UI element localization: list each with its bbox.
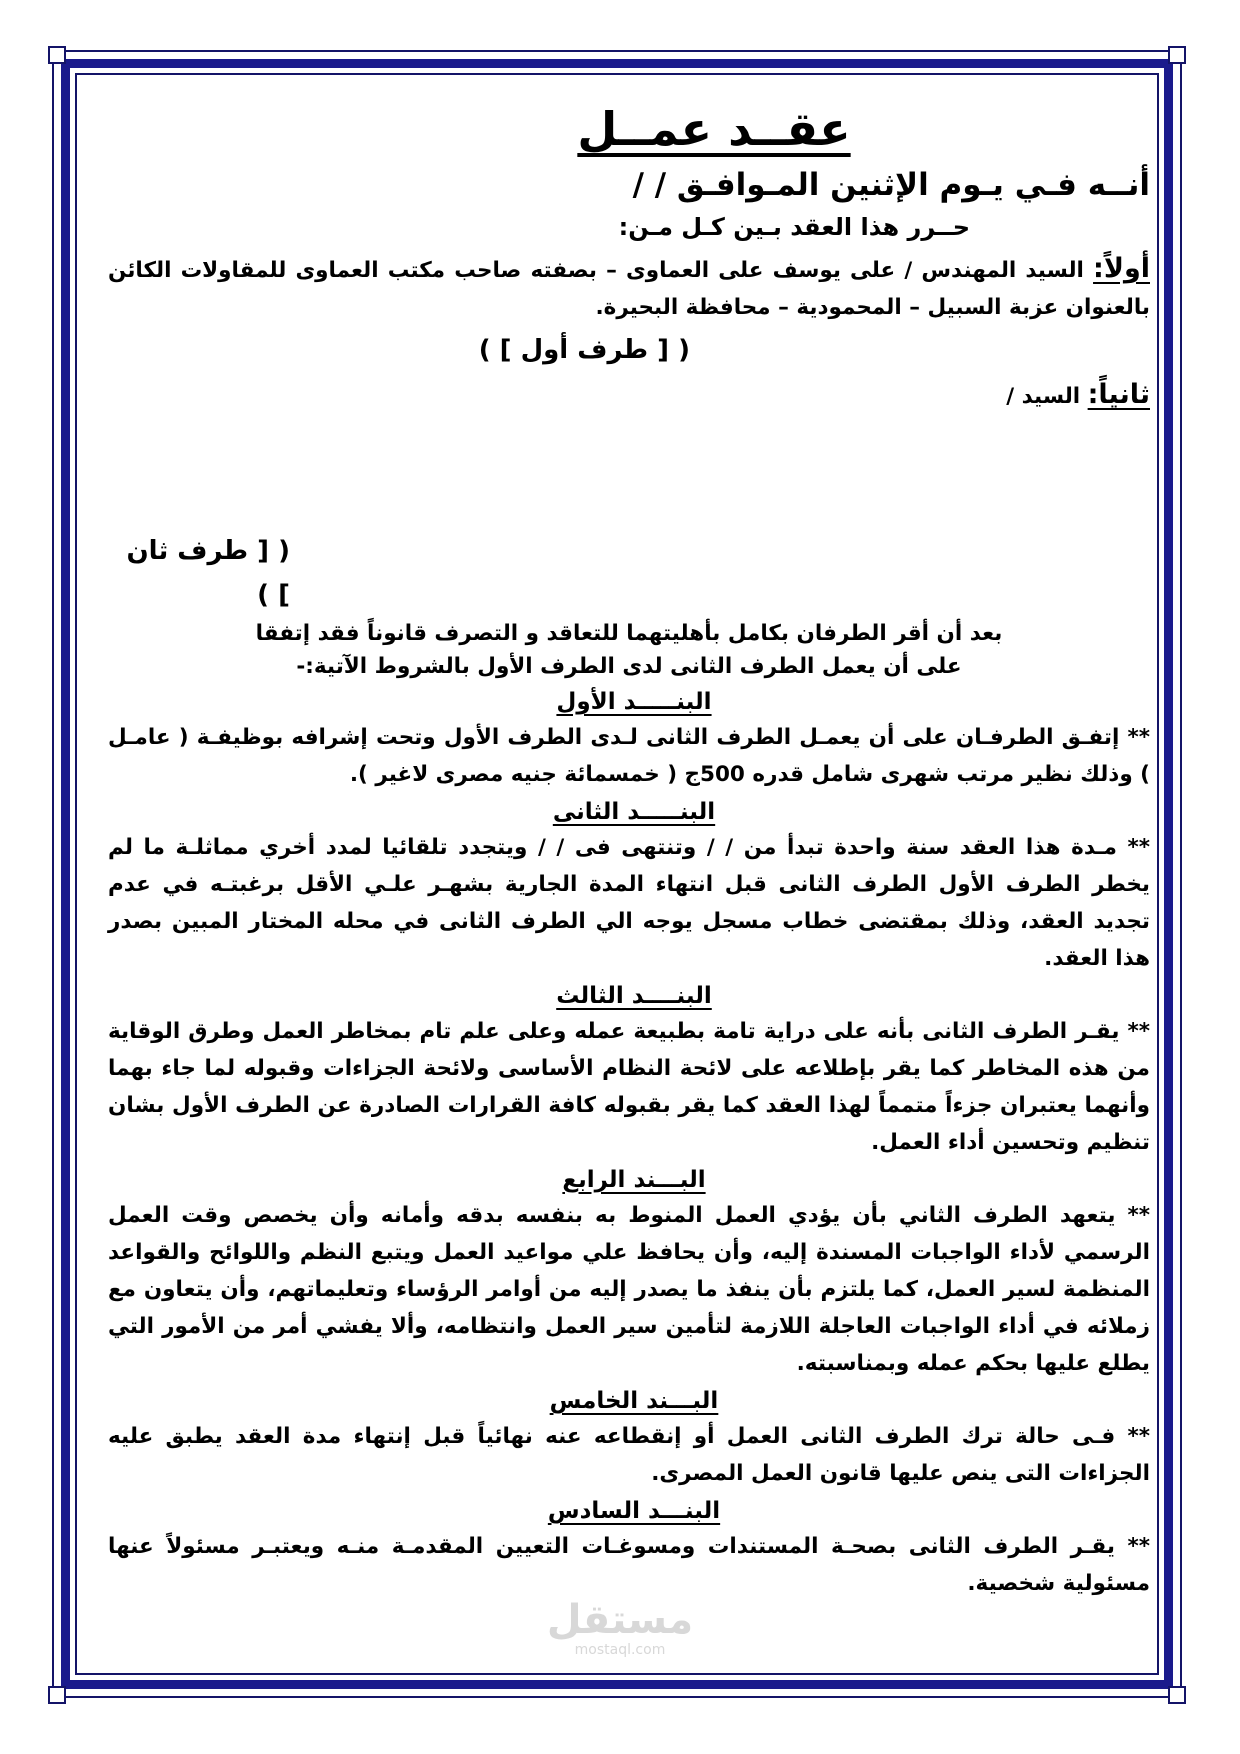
clause-3-heading: البنــــد الثالث (556, 983, 712, 1009)
preamble-line-1: بعد أن أقر الطرفان بكامل بأهليتهما للتعاقد و التصرف قانوناً فقد إتفقا (255, 621, 1003, 646)
clause-6-heading: البنـــد السادس (547, 1498, 721, 1524)
border-corner-top-left (48, 46, 66, 64)
document-title: عقــد عمــل (577, 102, 851, 156)
clause-1-heading: البنـــــد الأول (556, 689, 712, 715)
parties-intro: حــرر هذا العقد بـين كـل مـن: (618, 213, 970, 241)
preamble-line-2: على أن يعمل الطرف الثانى لدى الطرف الأول بالشروط الآتية:- (296, 654, 962, 679)
clause-4-heading: البـــند الرابع (562, 1167, 706, 1193)
clause-1-text: ** إتفـق الطرفـان على أن يعمـل الطرف الثانى لـدى الطرف الأول وتحت إشرافه بوظيفـة ( عامـل ) وذلك نظير مرتب شهرى شامل قدره 500ج ( خمسمائة جنيه مصرى لاغير ). (108, 725, 1150, 787)
clause-5-heading: البـــند الخامس (549, 1388, 719, 1414)
clause-3-text: ** يقـر الطرف الثانى بأنه على دراية تامة بطبيعة عمله وعلى علم تام بمخاطر العمل وطرق الوقاية من هذه المخاطر كما يقر بإطلاعه على لائحة النظام الأساسى ولائحة الجزاءات وقبوله لما جاء بهما وأنهما يعتبران جزءاً متمماً لهذا العقد كما يقر بقبوله كافة القرارات الصادرة عن الطرف الأول بشان تنظيم وتحسين أداء العمل. (108, 1019, 1150, 1155)
clause-2-heading: البنـــــد الثانى (552, 799, 716, 825)
first-party (108, 250, 1150, 326)
second-party-tag: ( [ طرف ثان ] ) (126, 536, 290, 610)
contract-date-line: أنــه فـي يـوم الإثنين المـوافـق / / (632, 167, 1150, 203)
mostaql-watermark (545, 1598, 695, 1658)
document-body (108, 102, 1150, 1662)
clause-6-text: ** يقـر الطرف الثانى بصحـة المستندات ومسوغـات التعيين المقدمـة منـه ويعتبـر مسئولاً عنها مسئولية شخصية. (108, 1534, 1150, 1596)
first-party-text: السيد المهندس / على يوسف على العماوى – بصفته صاحب مكتب العماوى للمقاولات الكائن بالعنوان عزبة السبيل – المحمودية – محافظة البحيرة. (108, 258, 1150, 320)
clause-5-text: ** فـى حالة ترك الطرف الثانى العمل أو إنقطاعه عنه نهائياً قبل إنتهاء مدة العقد يطبق عليه الجزاءات التى ينص عليها قانون العمل المصرى. (108, 1424, 1150, 1486)
clause-4-text: ** يتعهد الطرف الثاني بأن يؤدي العمل المنوط به بنفسه بدقه وأمانه وأن يخصص وقت العمل الرسمي لأداء الواجبات المسندة إليه، وأن يحافظ علي مواعيد العمل ويتبع النظم واللوائح والقواعد المنظمة لسير العمل، كما يلتزم بأن ينفذ ما يصدر إليه من أوامر الرؤساء وتعليماتهم، وأن يتعاون مع زملائه في أداء الواجبات العاجلة اللازمة لتأمين سير العمل وانتظامه، وألا يفشي أمر من الأمور التي يطلع عليها بحكم عمله وبمناسبته. (108, 1203, 1150, 1376)
second-party-label: ثانياً: (1087, 379, 1150, 410)
watermark-domain: mostaql.com (574, 1642, 666, 1658)
second-party-text: السيد / (1006, 384, 1088, 409)
second-party-blank-space (108, 415, 1150, 527)
border-corner-top-right (1168, 46, 1186, 64)
first-party-label: أولاً: (1093, 253, 1150, 284)
clause-2-text: ** مـدة هذا العقد سنة واحدة تبدأ من / / وتنتهى فى / / ويتجدد تلقائيا لمدد أخري مماثلـة ما لم يخطر الطرف الأول الطرف الثانى قبل انتهاء المدة الجارية بشهـر علـي الأقل برغبتـه في عدم تجديد العقد، وذلك بمقتضى خطاب مسجل يوجه الي الطرف الثانى في محله المختار المبين بصدر هذا العقد. (108, 835, 1150, 971)
first-party-tag: ( [ طرف أول ] ) (478, 335, 690, 365)
watermark-logo: مستقل (546, 1597, 694, 1643)
border-corner-bottom-right (1168, 1686, 1186, 1704)
border-corner-bottom-left (48, 1686, 66, 1704)
second-party (108, 376, 1150, 415)
